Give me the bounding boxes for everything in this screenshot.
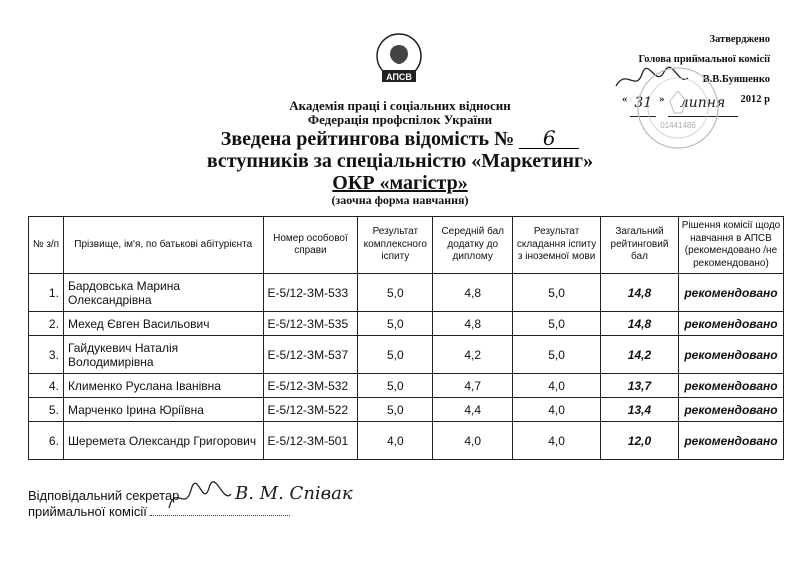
file-number: Е-5/12-ЗМ-537 [263,336,358,374]
rating-table [28,216,784,460]
total-score: 13,7 [601,374,679,398]
column-header: Номер особової справи [263,217,358,274]
applicant-name: Мехед Євген Васильович [63,312,263,336]
table-row: 5. Марченко Ірина Юріївна Е-5/12-ЗМ-522 5,0 4,4 4,0 13,4 рекомендовано [29,398,784,422]
decision: рекомендовано [678,274,783,312]
applicant-name: Марченко Ірина Юріївна [63,398,263,422]
file-number: Е-5/12-ЗМ-533 [263,274,358,312]
applicant-name: Бардовська Марина Олександрівна [63,274,263,312]
decision: рекомендовано [678,312,783,336]
file-number: Е-5/12-ЗМ-532 [263,374,358,398]
total-score: 12,0 [601,422,679,460]
secretary-signature-name: В. М. Співак [235,483,353,504]
degree-title: ОКР «магістр» [332,172,468,194]
decision: рекомендовано [678,398,783,422]
secretary-signature-icon [165,478,235,518]
approval-month: липня [668,90,738,118]
table-row: 6. Шеремета Олександр Григорович Е-5/12-ЗМ-501 4,0 4,0 4,0 12,0 рекомендовано [29,422,784,460]
table-row: 1. Бардовська Марина Олександрівна Е-5/12-ЗМ-533 5,0 4,8 5,0 14,8 рекомендовано [29,274,784,312]
table-row: 3. Гайдукевич Наталія Володимирівна Е-5/12-ЗМ-537 5,0 4,2 5,0 14,2 рекомендовано [29,336,784,374]
document-number: 6 [519,128,579,149]
approval-date: « 31 » липня 2012 р [570,90,770,118]
study-form: (заочна форма навчання) [331,193,469,207]
total-score: 13,4 [601,398,679,422]
total-score: 14,8 [601,274,679,312]
total-score: 14,2 [601,336,679,374]
approved-label: Затверджено [709,34,770,45]
table-header-row [29,217,784,274]
approval-year: 2012 р [740,93,770,105]
file-number: Е-5/12-ЗМ-535 [263,312,358,336]
decision: рекомендовано [678,374,783,398]
file-number: Е-5/12-ЗМ-522 [263,398,358,422]
file-number: Е-5/12-ЗМ-501 [263,422,358,460]
approval-day: 31 [630,90,656,118]
table-row: 2. Мехед Євген Васильович Е-5/12-ЗМ-535 5,0 4,8 5,0 14,8 рекомендовано [29,312,784,336]
column-header: Результат комплексного іспиту [358,217,433,274]
secretary-title-line1: Відповідальний секретар [28,488,180,503]
approver-name: В.В.Буяшенко [702,73,770,85]
decision: рекомендовано [678,422,783,460]
specialty-title: вступників за спеціальністю «Маркетинг» [206,150,594,172]
approver-position: Голова приймальної комісії [638,53,770,65]
column-header: Середній бал додатку до диплому [433,217,513,274]
applicant-name: Шеремета Олександр Григорович [63,422,263,460]
table-row: 4. Клименко Руслана Іванівна Е-5/12-ЗМ-532 5,0 4,7 4,0 13,7 рекомендовано [29,374,784,398]
column-header: Загальний рейтинговий бал [601,217,679,274]
column-header: Рішення комісії щодо навчання в АПСВ (рекомендовано /не рекомендовано) [678,217,783,274]
total-score: 14,8 [601,312,679,336]
column-header: Прізвище, ім'я, по батькові абітурієнта [63,217,263,274]
column-header: Результат складання іспиту з іноземної мови [513,217,601,274]
svg-text:АПСВ: АПСВ [386,72,412,82]
applicant-name: Клименко Руслана Іванівна [63,374,263,398]
decision: рекомендовано [678,336,783,374]
academy-logo-icon [368,30,430,98]
column-header: № з/п [29,217,64,274]
organization-name: Академія праці і соціальних відносин [289,98,511,113]
document-title: Зведена рейтингова відомість № 6 [0,128,800,151]
svg-text:01441486: 01441486 [660,121,696,130]
applicant-name: Гайдукевич Наталія Володимирівна [63,336,263,374]
federation-name: Федерація профспілок України [307,112,493,127]
secretary-title-line2: приймальної комісії [28,504,290,520]
